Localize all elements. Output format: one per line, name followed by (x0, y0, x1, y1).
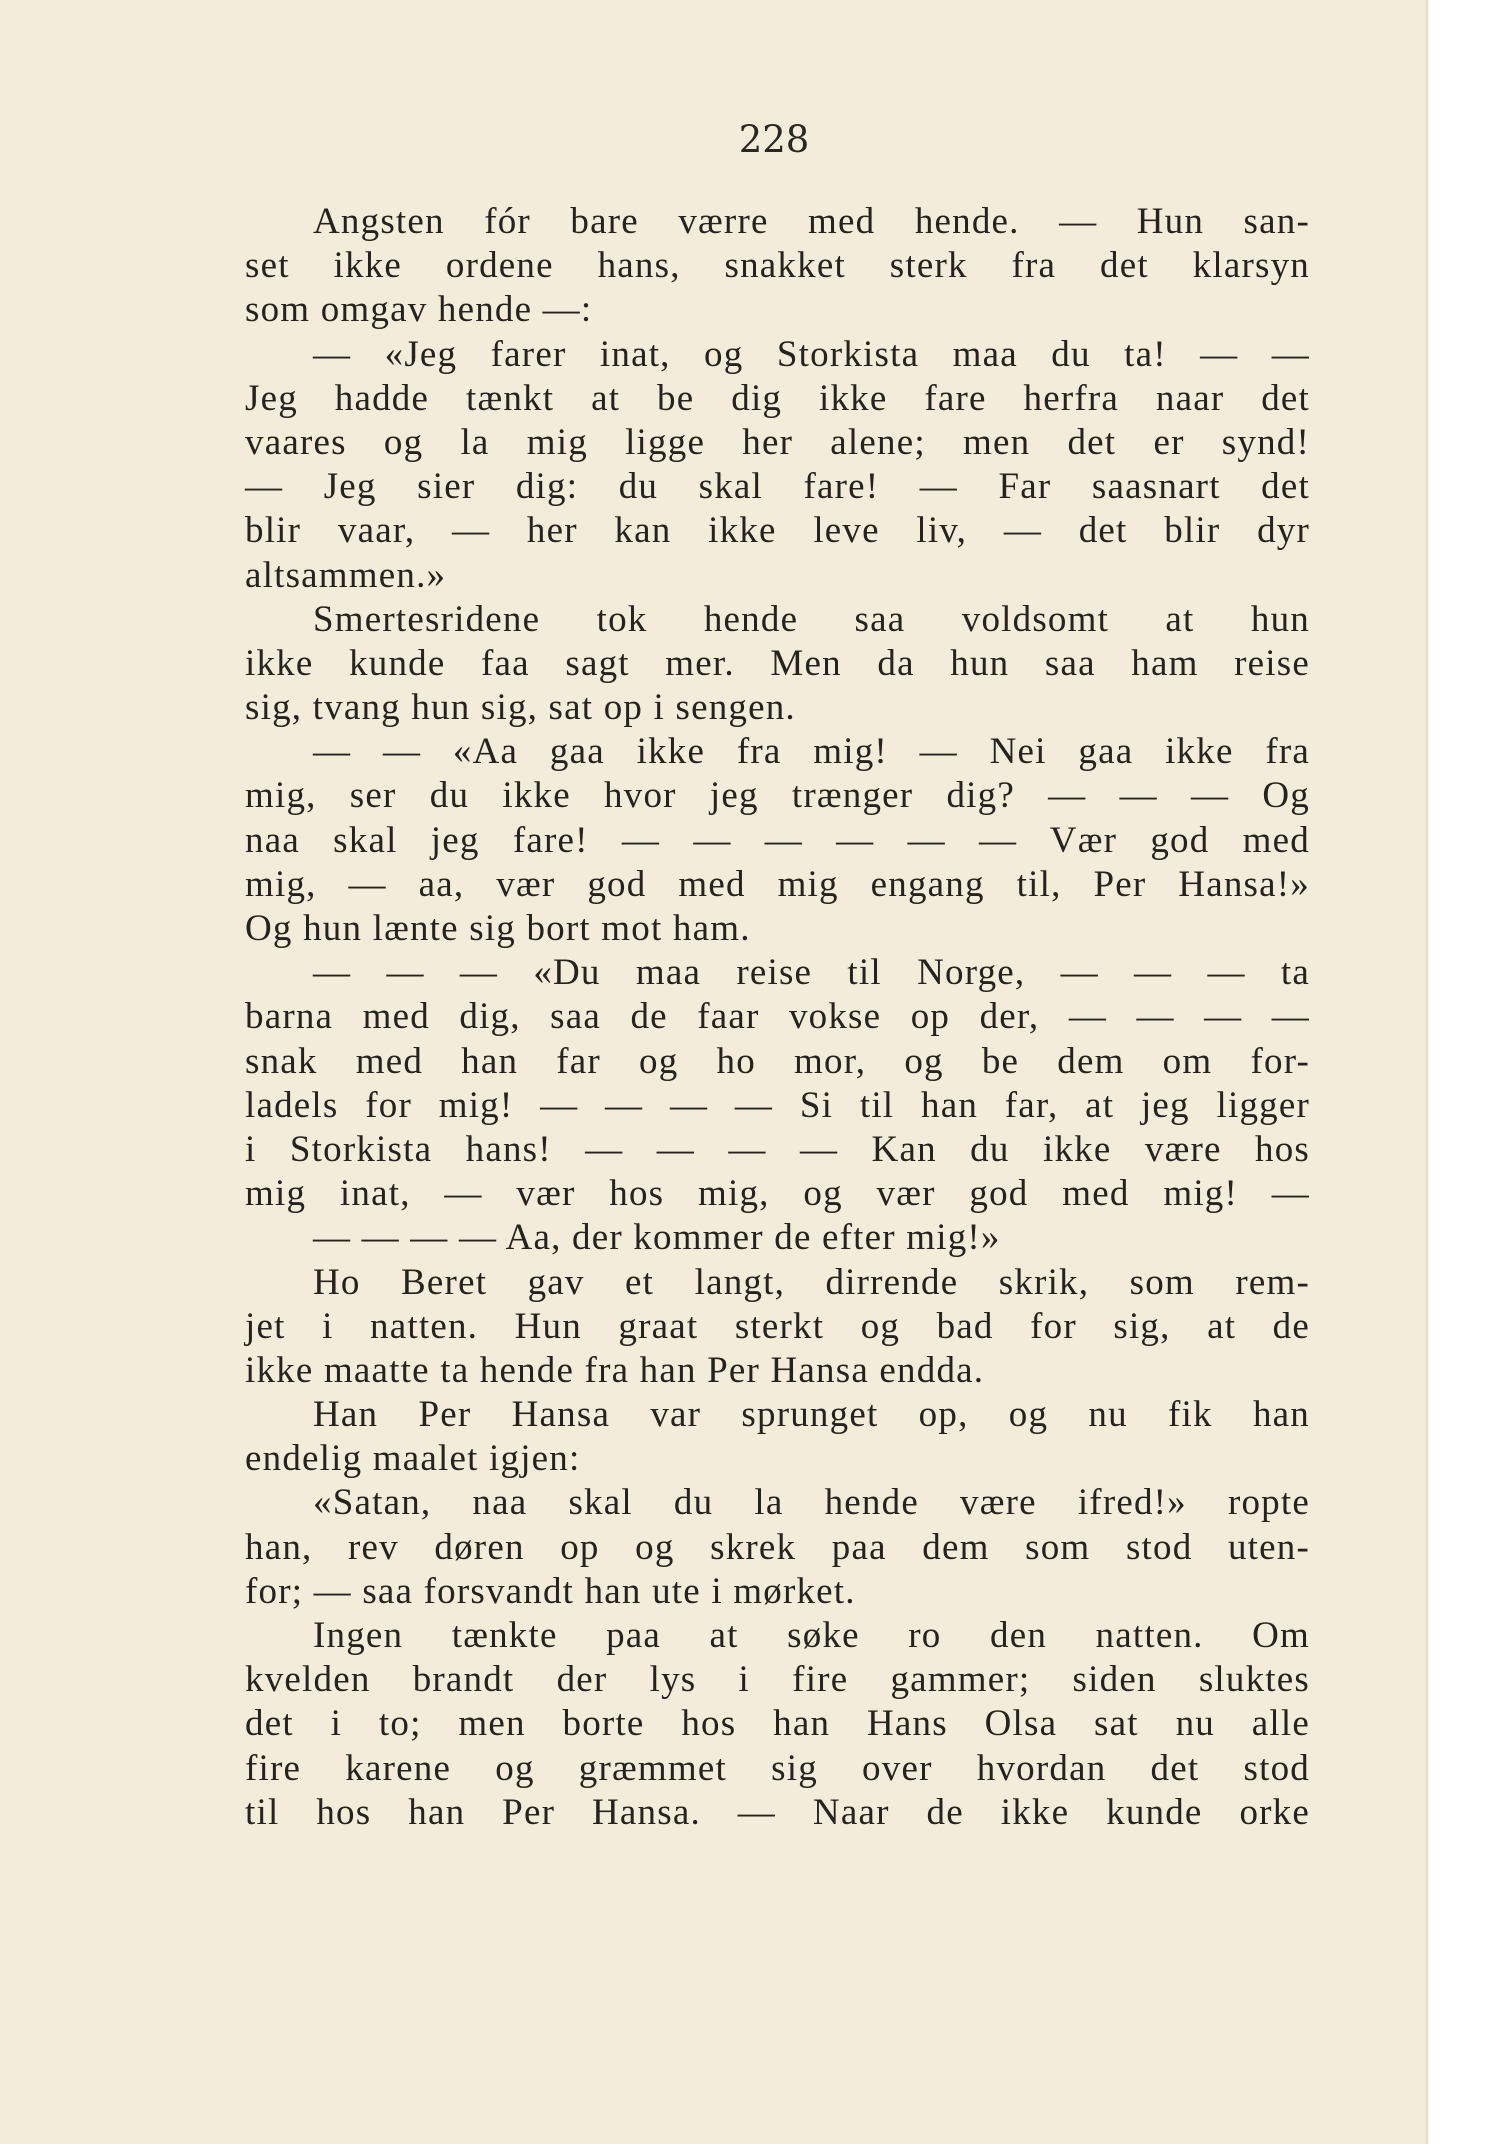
text-line: barna med dig, saa de faar vokse op der, — — — — (245, 996, 1310, 1038)
text-line: set ikke ordene hans, snakket sterk fra det klarsyn (245, 245, 1310, 287)
text-line: sig, tvang hun sig, sat op i sengen. (245, 687, 796, 729)
text-line: snak med han far og ho mor, og be dem om for- (245, 1040, 1310, 1082)
text-line: for; — saa forsvandt han ute i mørket. (245, 1570, 856, 1612)
text-line: «Satan, naa skal du la hende være ifred!» ropte (313, 1482, 1310, 1524)
text-line: Angsten fór bare værre med hende. — Hun san- (313, 201, 1310, 242)
page-number: 228 (738, 118, 810, 161)
body-text (245, 200, 1310, 1835)
text-line: ikke maatte ta hende fra han Per Hansa endda. (245, 1349, 985, 1391)
text-line: mig, — aa, vær god med mig engang til, Per Hansa!» (245, 863, 1310, 905)
text-line: — «Jeg farer inat, og Storkista maa du ta! — — (313, 333, 1310, 375)
text-line: Ho Beret gav et langt, dirrende skrik, som rem- (313, 1261, 1310, 1303)
text-line: som omgav hende —: (245, 289, 593, 331)
text-line: han, rev døren op og skrek paa dem som stod uten- (245, 1526, 1310, 1568)
text-line: i Storkista hans! — — — — Kan du ikke være hos (245, 1128, 1310, 1170)
text-line: — Jeg sier dig: du skal fare! — Far saasnart det (245, 466, 1310, 508)
text-line: til hos han Per Hansa. — Naar de ikke kunde orke (245, 1791, 1310, 1833)
text-line: blir vaar, — her kan ikke leve liv, — det blir dyr (245, 510, 1310, 552)
text-line: mig inat, — vær hos mig, og vær god med mig! — (245, 1173, 1310, 1215)
text-line: jet i natten. Hun graat sterkt og bad for sig, at de (245, 1305, 1310, 1347)
text-line: Og hun lænte sig bort mot ham. (245, 908, 751, 949)
text-line: naa skal jeg fare! — — — — — — Vær god med (245, 819, 1310, 861)
text-line: Jeg hadde tænkt at be dig ikke fare herfra naar det (245, 377, 1310, 419)
text-line: — — «Aa gaa ikke fra mig! — Nei gaa ikke fra (313, 731, 1310, 773)
text-line: Smertesridene tok hende saa voldsomt at hun (313, 598, 1310, 640)
text-line: Han Per Hansa var sprunget op, og nu fik han (313, 1394, 1310, 1436)
text-line: — — — «Du maa reise til Norge, — — — ta (313, 952, 1310, 994)
text-line: kvelden brandt der lys i fire gammer; siden sluktes (245, 1659, 1310, 1701)
text-line: det i to; men borte hos han Hans Olsa sat nu alle (245, 1703, 1310, 1745)
text-line: ikke kunde faa sagt mer. Men da hun saa ham reise (245, 642, 1310, 684)
text-line: Ingen tænkte paa at søke ro den natten. Om (313, 1615, 1310, 1656)
text-line: endelig maalet igjen: (245, 1438, 581, 1480)
text-line: fire karene og græmmet sig over hvordan det stod (245, 1747, 1310, 1789)
text-line: — — — — Aa, der kommer de efter mig!» (313, 1217, 1001, 1259)
text-line: altsammen.» (245, 554, 447, 596)
text-line: mig, ser du ikke hvor jeg trænger dig? — — — Og (245, 775, 1310, 817)
text-line: ladels for mig! — — — — Si til han far, at jeg ligger (245, 1084, 1310, 1126)
text-line: vaares og la mig ligge her alene; men det er synd! (245, 421, 1310, 463)
